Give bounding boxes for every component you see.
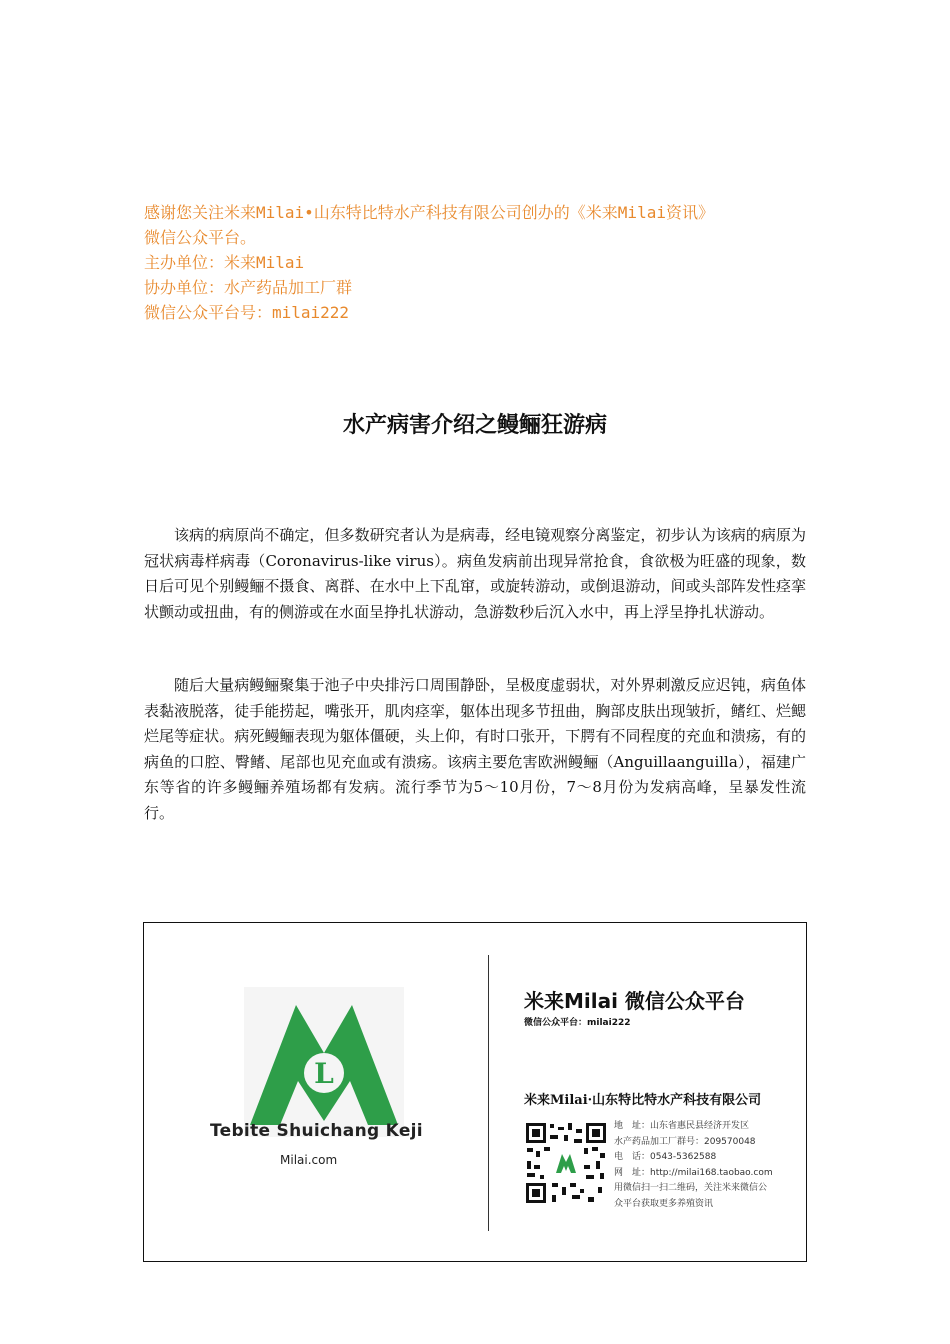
logo-mountain-icon	[244, 987, 404, 1137]
host-unit: 主办单位：米来Milai	[144, 253, 305, 272]
scan-note-2: 众平台获取更多养殖资讯	[614, 1198, 714, 1209]
brand-name: Tebite Shuichang Keji	[210, 1121, 423, 1141]
company-logo	[244, 987, 404, 1137]
qr-code-icon	[524, 1121, 608, 1205]
intro-thanks-line-cont: 微信公众平台。	[144, 228, 257, 247]
card-divider	[488, 955, 489, 1231]
contact-address: 地 址：山东省惠民县经济开发区	[614, 1121, 750, 1131]
intro-thanks-line: 感谢您关注米来Milai•山东特比特水产科技有限公司创办的《米来Milai资讯》	[144, 203, 714, 222]
platform-id: 微信公众平台：milai222	[524, 1018, 631, 1028]
scan-note-1: 用微信扫一扫二维码，关注米来微信公	[614, 1183, 768, 1193]
platform-title: 米来Milai 微信公众平台	[524, 989, 745, 1013]
intro-block	[144, 200, 824, 325]
contact-info	[614, 1119, 804, 1212]
cohost-unit: 协办单位：水产药品加工厂群	[144, 278, 353, 297]
contact-group: 水产药品加工厂群号：209570048	[614, 1136, 756, 1147]
article-title: 水产病害介绍之鳗鲡狂游病	[342, 413, 607, 438]
article-paragraph-2: 随后大量病鳗鲡聚集于池子中央排污口周围静卧，呈极度虚弱状，对外界刺激反应迟钝，病鱼体表黏液脱落，徒手能捞起，嘴张开，肌肉痉挛，躯体出现多节扭曲，胸部皮肤出现皱折，鳍红、烂鳃烂尾等症状。病死鳗鲡表现为躯体僵硬，头上仰，有时口张开，下腭有不同程度的充血和溃疡，有的病鱼的口腔、臀鳍、尾部也见充血或有溃疡。该病主要危害欧洲鳗鲡（Anguillaanguilla），福建广东等省的许多鳗鲡养殖场都有发病。流行季节为5～10月份，7～8月份为发病高峰，呈暴发性流行。	[144, 676, 806, 822]
logo-letter: L	[314, 1057, 334, 1090]
contact-phone: 电 话：0543-5362588	[614, 1152, 717, 1162]
contact-web: 网 址：http://milai168.taobao.com	[614, 1167, 773, 1178]
wechat-account: 微信公众平台号：milai222	[144, 303, 350, 322]
business-card	[143, 922, 807, 1262]
company-name: 米来Milai·山东特比特水产科技有限公司	[524, 1093, 762, 1108]
article-paragraph-1: 该病的病原尚不确定，但多数研究者认为是病毒，经电镜观察分离鉴定，初步认为该病的病原为冠状病毒样病毒（Coronavirus-like virus）。病鱼发病前出现异常抢食，食欲极为旺盛的现象，数日后可见个别鳗鲡不摄食、离群、在水中上下乱窜，或旋转游动，或倒退游动，间或头部阵发性痉挛状颤动或扭曲，有的侧游或在水面呈挣扎状游动，急游数秒后沉入水中，再上浮呈挣扎状游动。	[144, 526, 806, 621]
brand-url: Milai.com	[280, 1153, 338, 1167]
